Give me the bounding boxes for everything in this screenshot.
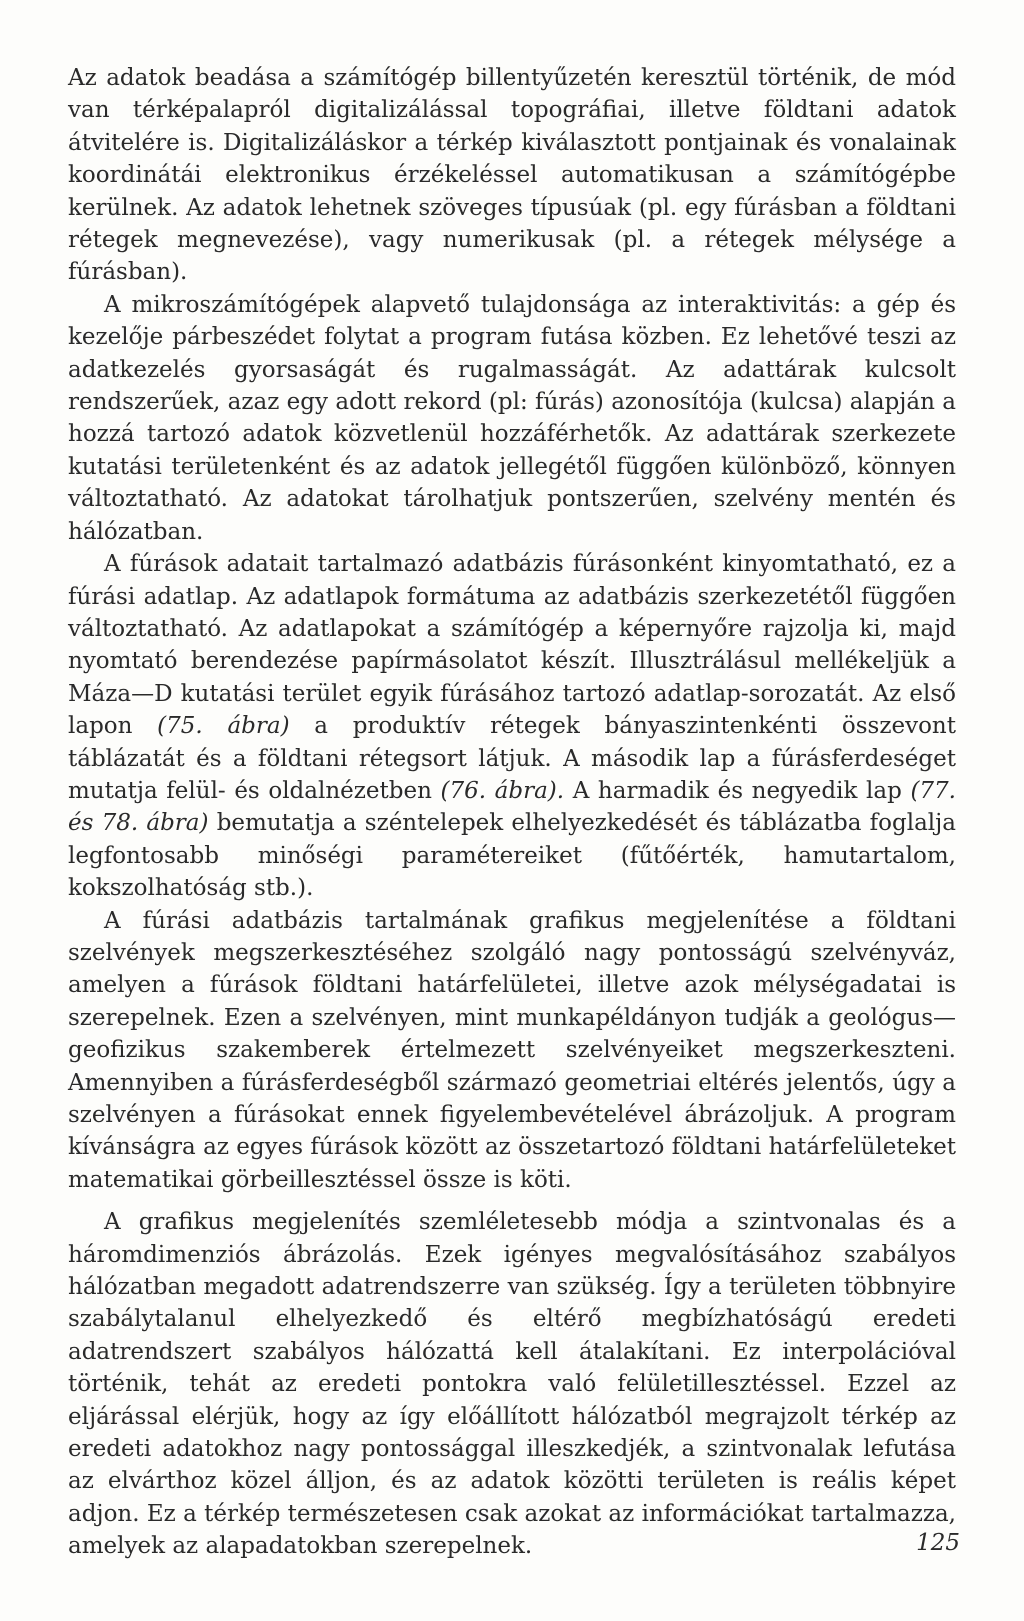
paragraph-4 (68, 905, 956, 1197)
paragraph-5-text: A grafikus megjelenítés szemléletesebb módja a szintvonalas és a háromdimenziós ábrázolás. Ezek igényes megvalósításához szabályos hálózatban megadott adatrendszerre van szükség. Így a területen többnyire szabálytalanul elhelyezkedő és eltérő megbízhatóságú eredeti adatrendszert szabályos hálózattá kell átalakítani. Ez interpolációval történik, tehát az eredeti pontokra való felületillesztéssel. Ezzel az eljárással elérjük, hogy az így előállított hálózatból megrajzolt térkép az eredeti adatokhoz nagy pontossággal illeszkedjék, a szintvonalak lefutása az elvárthoz közel álljon, és az adatok közötti területen is reális képet adjon. Ez a térkép természetesen csak azokat az információkat tartalmazza, amelyek az alapadatokban szerepelnek. (68, 1209, 956, 1560)
body-text (68, 62, 956, 1563)
paragraph-1 (68, 62, 956, 289)
paragraph-4-text: A fúrási adatbázis tartalmának grafikus megjelenítése a földtani szelvények megszerkesztéséhez szolgáló nagy pontosságú szelvényváz, amelyen a fúrások földtani határfelületei, illetve azok mélységadatai is szerepelnek. Ezen a szelvényen, mint munkapéldányon tudják a geológus—geofizikus szakemberek értelmezett szelvényeiket megszerkeszteni. Amennyiben a fúrásferdeségből származó geometriai eltérés jelentős, úgy a szelvényen a fúrásokat ennek figyelembevételével ábrázoljuk. A program kívánságra az egyes fúrások között az összetartozó földtani határfelületeket matematikai görbeillesztéssel össze is köti. (68, 907, 956, 1193)
figure-reference-77-78: (77. és 78. ábra) (68, 777, 956, 837)
paragraph-3 (68, 548, 956, 904)
paragraph-2-text: A mikroszámítógépek alapvető tulajdonsága az interaktivitás: a gép és kezelője párbeszédet folytat a program futása közben. Ez lehetővé teszi az adatkezelés gyorsaságát és rugalmasságát. Az adattárak kulcsolt rendszerűek, azaz egy adott rekord (pl: fúrás) azonosítója (kulcsa) alapján a hozzá tartozó adatok közvetlenül hozzáférhetők. Az adattárak szerkezete kutatási területenként és az adatok jellegétől függően különböző, könnyen változtatható. Az adatokat tárolhatjuk pontszerűen, szelvény mentén és hálózatban. (68, 291, 956, 545)
page-number: 125 (916, 1530, 960, 1556)
paragraph-2 (68, 289, 956, 548)
paragraph-3-text: A harmadik és negyedik lap (564, 777, 911, 804)
figure-reference-76: (76. ábra). (440, 777, 565, 804)
paragraph-3-text: bemutatja a széntelepek elhelyezkedését és táblázatba foglalja legfontosabb minőségi paramétereiket (fűtőérték, hamutartalom, kokszolhatóság stb.). (68, 810, 957, 902)
figure-reference-75: (75. ábra) (157, 713, 290, 740)
paragraph-3-text: A fúrások adatait tartalmazó adatbázis fúrásonként kinyomtatható, ez a fúrási adatlap. Az adatlapok formátuma az adatbázis szerkezetétől függően változtatható. Az adatlapokat a számítógép a képernyőre rajzolja ki, majd nyomtató berendezése papírmásolatot készít. Illusztrálásul mellékeljük a Máza—D kutatási terület egyik fúrásához tartozó adatlap-sorozatát. Az első lapon (68, 551, 956, 740)
paragraph-3-text: a produktív rétegek bányaszintenkénti összevont táblázatát és a földtani rétegsort látjuk. A második lap a fúrásferdeséget mutatja felül- és oldalnézetben (68, 713, 956, 804)
paragraph-1-text: Az adatok beadása a számítógép billentyűzetén keresztül történik, de mód van térképalapról digitalizálással topográfiai, illetve földtani adatok átvitelére is. Digitalizáláskor a térkép kiválasztott pontjainak és vonalainak koordinátái elektronikus érzékeléssel automatikusan a számítógépbe kerülnek. Az adatok lehetnek szöveges típusúak (pl. egy fúrásban a földtani rétegek megnevezése), vagy numerikusak (pl. a rétegek mélysége a fúrásban). (68, 65, 956, 286)
paragraph-5 (68, 1206, 956, 1562)
